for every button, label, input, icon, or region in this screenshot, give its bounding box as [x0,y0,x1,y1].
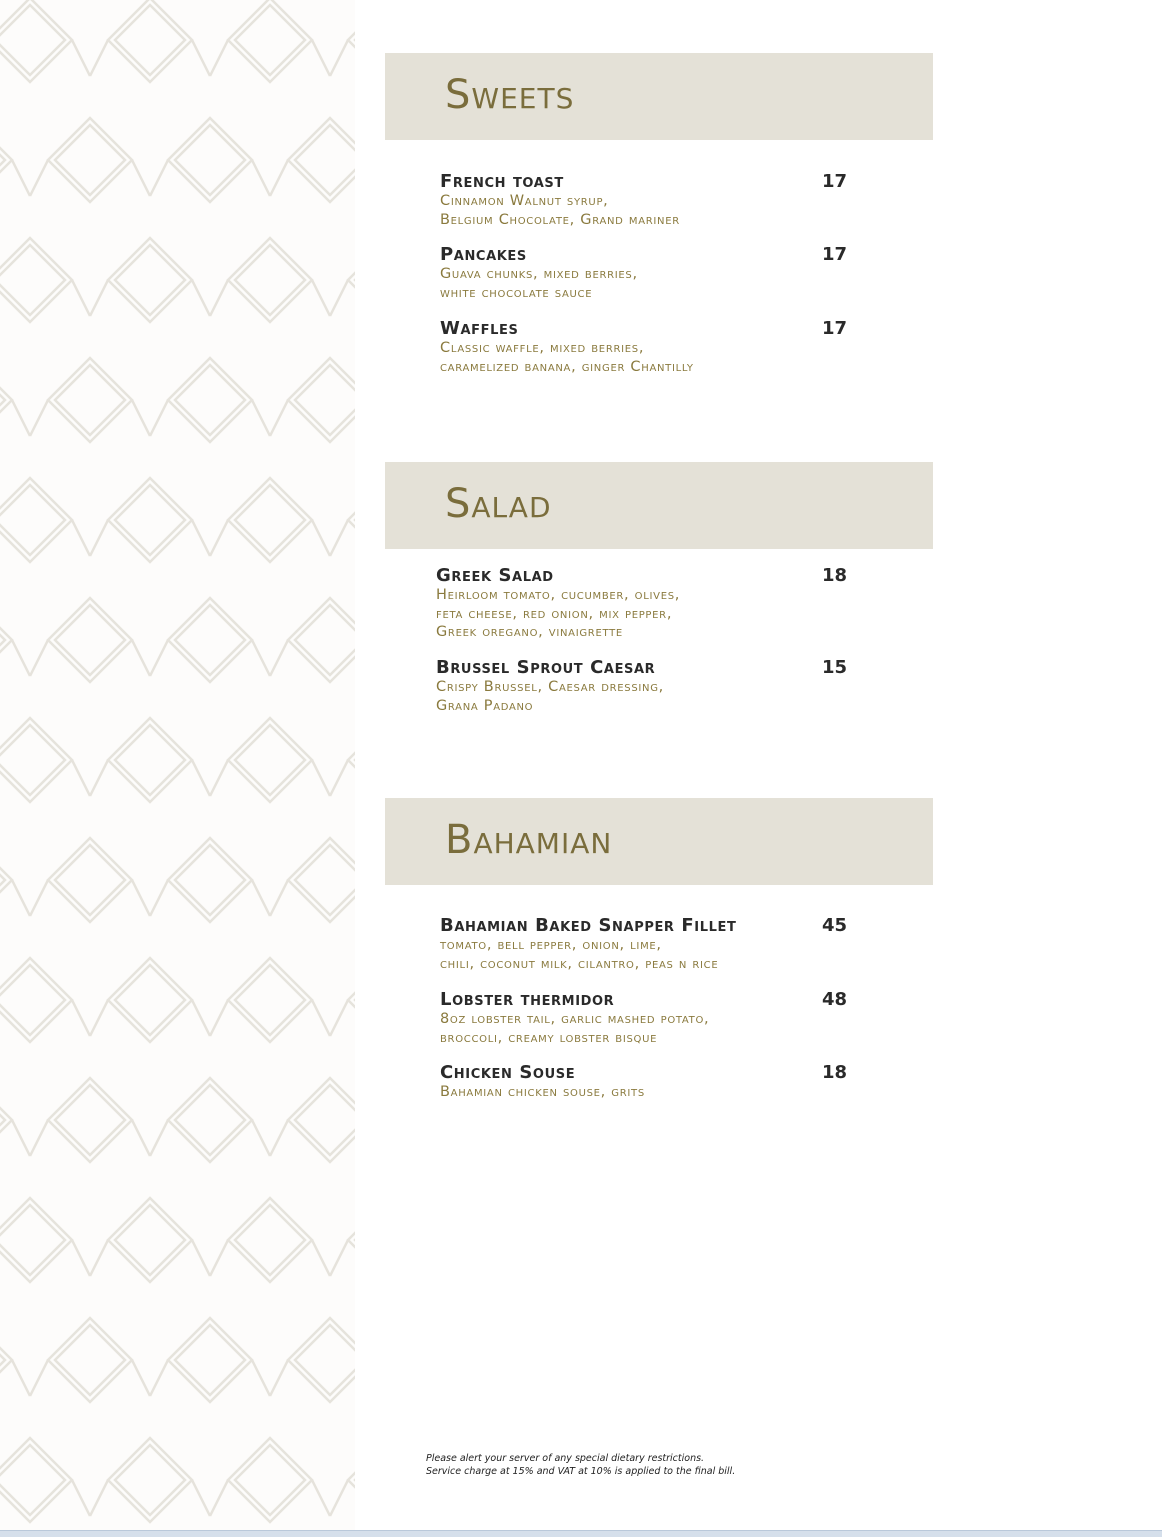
lattice-diamond [115,245,185,315]
lattice-diamond [0,1085,5,1155]
lattice-line [270,1120,288,1156]
lattice-diamond [175,365,245,435]
lattice-line [270,880,288,916]
item-desc-line: Bahamian chicken souse, grits [440,1084,645,1100]
footnote-dietary: Please alert your server of any special dietary restrictions. [426,1453,705,1464]
lattice-diamond [55,365,125,435]
lattice-diamond [48,358,132,442]
lattice-line [330,1000,348,1036]
lattice-line [90,40,108,76]
lattice-line [90,1240,108,1276]
lattice-line [312,520,330,556]
lattice-diamond [48,118,132,202]
lattice-line [30,160,48,196]
lattice-line [90,1000,108,1036]
item-desc-line: Crispy Brussel, Caesar dressing, [436,679,664,695]
item-desc-line: white chocolate sauce [440,284,593,301]
item-price: 18 [822,1062,848,1083]
lattice-line [12,400,30,436]
menu-item-waffles [440,319,860,376]
lattice-diamond [175,125,245,195]
lattice-diamond [0,125,5,195]
lattice-diamond [228,0,312,82]
menu-item-greek-salad [436,566,856,642]
lattice-diamond [0,485,65,555]
lattice-line [312,280,330,316]
lattice-diamond [235,5,305,75]
section-title: Salad [445,481,552,527]
lattice-line [210,760,228,796]
lattice-svg [0,0,355,1530]
lattice-diamond [48,838,132,922]
lattice-diamond [108,1438,192,1522]
lattice-line [90,520,108,556]
lattice-diamond [168,1318,252,1402]
lattice-diamond [48,1318,132,1402]
lattice-line [150,1120,168,1156]
lattice-diamond [115,1205,185,1275]
lattice-diamond [168,1078,252,1162]
menu-item-lobster-thermidor [440,990,860,1047]
item-price: 17 [822,171,848,192]
lattice-line [330,1240,348,1276]
item-desc-line: Belgium Chocolate, Grand mariner [440,211,680,228]
lattice-diamond [228,718,312,802]
lattice-line [132,400,150,436]
lattice-line [192,1000,210,1036]
item-desc-line: 8oz lobster tail, garlic mashed potato, [440,1011,710,1027]
lattice-line [312,1000,330,1036]
lattice-diamond [55,605,125,675]
lattice-diamond [228,478,312,562]
item-name: Bahamian Baked Snapper Fillet [440,915,737,936]
lattice-diamond [108,478,192,562]
section-header-sweets [385,53,933,140]
lattice-diamond [0,1325,5,1395]
lattice-diamond [48,1078,132,1162]
lattice-diamond [108,1198,192,1282]
lattice-diamond [0,1445,65,1515]
lattice-line [192,40,210,76]
lattice-line [210,280,228,316]
lattice-diamond [115,1445,185,1515]
lattice-line [150,640,168,676]
lattice-line [12,1120,30,1156]
lattice-diamond [115,725,185,795]
item-name: Chicken Souse [440,1062,576,1083]
item-desc-line: Greek oregano, vinaigrette [436,624,623,640]
lattice-line [210,1240,228,1276]
lattice-diamond [235,1445,305,1515]
decorative-lattice-pattern [0,0,355,1530]
lattice-diamond [228,1438,312,1522]
lattice-line [312,40,330,76]
lattice-line [72,280,90,316]
item-price: 15 [822,657,848,678]
item-price: 45 [822,915,848,936]
item-name: Pancakes [440,244,527,265]
lattice-line [192,760,210,796]
lattice-diamond [0,245,65,315]
section-title: Sweets [445,72,575,118]
lattice-line [330,520,348,556]
item-desc-line: feta cheese, red onion, mix pepper, [436,605,673,622]
lattice-line [210,40,228,76]
item-name: Waffles [440,318,519,339]
lattice-line [30,880,48,916]
lattice-diamond [228,958,312,1042]
lattice-diamond [175,845,245,915]
lattice-line [252,160,270,196]
lattice-diamond [288,118,355,202]
lattice-line [72,1480,90,1516]
item-desc-line: broccoli, creamy lobster bisque [440,1029,658,1046]
item-desc-line: Cinnamon Walnut syrup, [440,193,609,209]
lattice-line [252,1360,270,1396]
lattice-line [12,880,30,916]
lattice-diamond [288,1318,355,1402]
item-price: 18 [822,565,848,586]
lattice-diamond [55,845,125,915]
menu-item-pancakes [440,245,860,302]
item-name: Lobster thermidor [440,989,615,1010]
lattice-line [90,280,108,316]
lattice-line [252,880,270,916]
lattice-line [12,640,30,676]
lattice-line [330,1480,348,1516]
item-desc-line: Heirloom tomato, cucumber, olives, [436,587,681,603]
lattice-diamond [228,1198,312,1282]
lattice-line [210,520,228,556]
lattice-diamond [55,125,125,195]
lattice-line [252,400,270,436]
lattice-line [270,1360,288,1396]
footnote-service-charge: Service charge at 15% and VAT at 10% is applied to the final bill. [426,1466,736,1477]
lattice-diamond [0,725,65,795]
lattice-diamond [235,1205,305,1275]
menu-item-snapper-fillet [440,916,860,973]
lattice-line [90,1480,108,1516]
lattice-line [192,280,210,316]
item-name: Greek Salad [436,565,554,586]
lattice-line [12,1360,30,1396]
menu-item-french-toast [440,172,860,229]
lattice-line [330,760,348,796]
item-desc-line: tomato, bell pepper, onion, lime, [440,937,662,953]
lattice-line [270,400,288,436]
item-desc-line: caramelized banana, ginger Chantilly [440,358,694,375]
section-header-salad [385,462,933,549]
lattice-line [30,1120,48,1156]
menu-item-brussel-sprout-caesar [436,658,856,715]
lattice-line [252,640,270,676]
lattice-diamond [175,1325,245,1395]
lattice-line [132,880,150,916]
lattice-diamond [175,605,245,675]
lattice-diamond [0,605,5,675]
lattice-line [150,1360,168,1396]
item-desc-line: Classic waffle, mixed berries, [440,340,645,356]
lattice-line [312,1480,330,1516]
item-price: 17 [822,318,848,339]
menu-item-chicken-souse [440,1063,860,1102]
item-desc-line: Guava chunks, mixed berries, [440,266,638,282]
section-header-bahamian [385,798,933,885]
lattice-line [132,1360,150,1396]
lattice-line [150,880,168,916]
lattice-diamond [168,598,252,682]
lattice-diamond [108,958,192,1042]
item-price: 48 [822,989,848,1010]
lattice-diamond [288,838,355,922]
lattice-diamond [235,485,305,555]
lattice-line [72,40,90,76]
lattice-diamond [48,598,132,682]
lattice-line [30,1360,48,1396]
section-title: Bahamian [445,817,613,863]
lattice-diamond [288,598,355,682]
lattice-line [132,640,150,676]
lattice-diamond [108,718,192,802]
lattice-line [132,160,150,196]
lattice-line [330,40,348,76]
lattice-line [312,760,330,796]
lattice-diamond [348,0,355,82]
lattice-line [330,280,348,316]
lattice-line [12,160,30,196]
lattice-line [192,1480,210,1516]
lattice-line [72,760,90,796]
lattice-diamond [175,1085,245,1155]
lattice-line [150,400,168,436]
lattice-line [132,1120,150,1156]
lattice-diamond [0,5,65,75]
lattice-diamond [168,358,252,442]
lattice-diamond [0,365,5,435]
footnote [426,1452,735,1478]
lattice-diamond [235,965,305,1035]
lattice-diamond [108,0,192,82]
lattice-diamond [115,5,185,75]
lattice-diamond [0,1205,65,1275]
item-name: Brussel Sprout Caesar [436,657,656,678]
lattice-line [150,160,168,196]
lattice-line [72,1240,90,1276]
lattice-line [210,1000,228,1036]
lattice-diamond [168,118,252,202]
lattice-diamond [235,725,305,795]
lattice-diamond [108,238,192,322]
lattice-diamond [228,238,312,322]
lattice-diamond [168,838,252,922]
lattice-diamond [55,1085,125,1155]
item-desc-line: chili, coconut milk, cilantro, peas n rice [440,955,719,972]
lattice-diamond [0,965,65,1035]
lattice-diamond [288,1078,355,1162]
lattice-line [252,1120,270,1156]
lattice-line [270,640,288,676]
lattice-line [270,160,288,196]
lattice-line [30,640,48,676]
lattice-line [90,760,108,796]
lattice-line [192,520,210,556]
item-name: French toast [440,171,564,192]
lattice-diamond [115,965,185,1035]
item-price: 17 [822,244,848,265]
lattice-diamond [55,1325,125,1395]
lattice-line [210,1480,228,1516]
item-desc-line: Grana Padano [436,697,534,714]
lattice-line [192,1240,210,1276]
lattice-diamond [288,358,355,442]
lattice-line [72,520,90,556]
lattice-diamond [235,245,305,315]
lattice-diamond [0,845,5,915]
lattice-diamond [115,485,185,555]
lattice-line [72,1000,90,1036]
lattice-line [30,400,48,436]
lattice-line [312,1240,330,1276]
